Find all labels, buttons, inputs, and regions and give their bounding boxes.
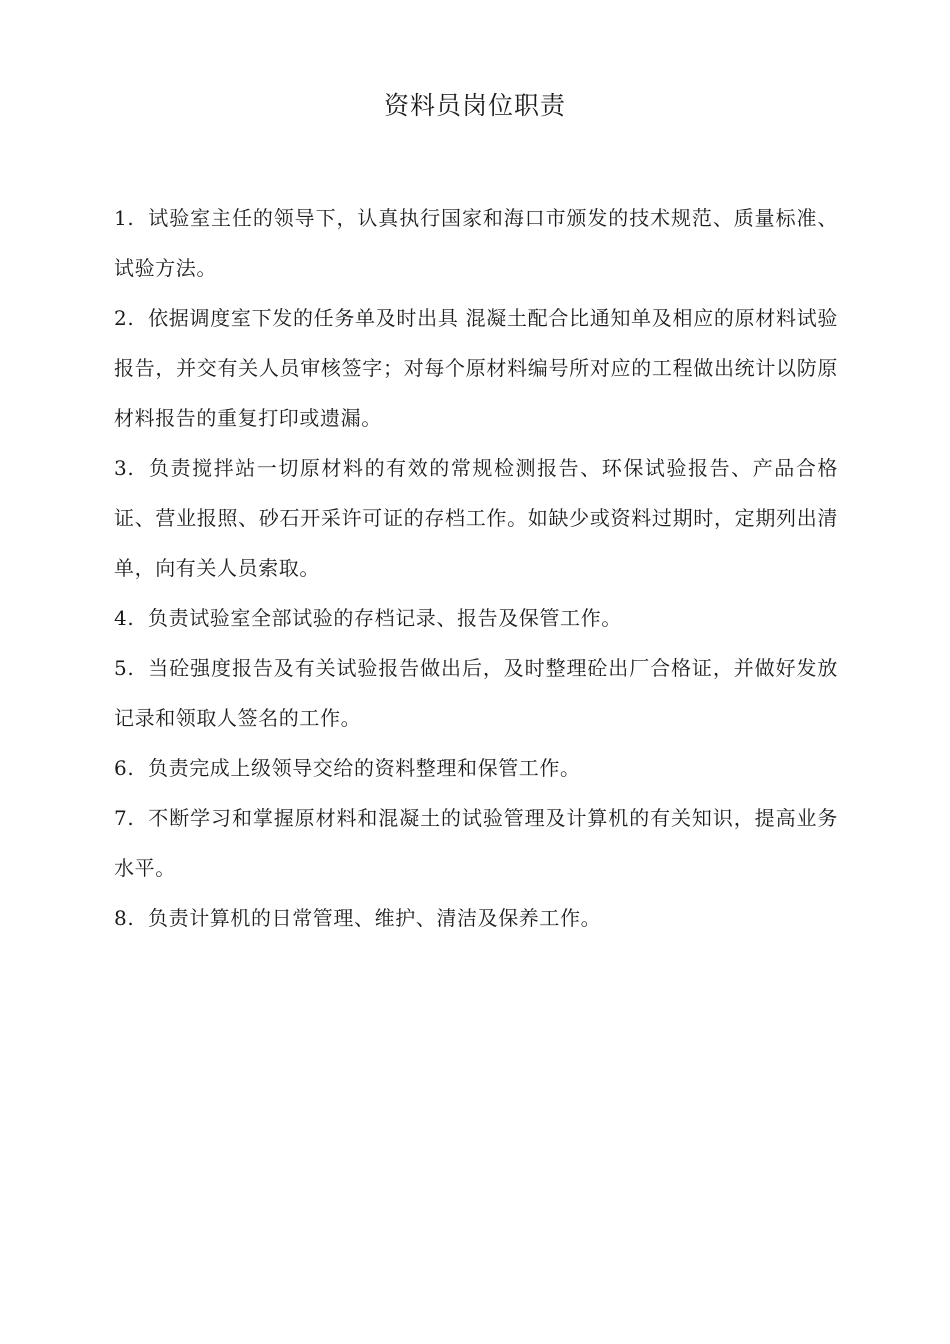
duty-number: 7. [114,806,135,830]
duty-item-6 [114,743,838,793]
duty-number: 2. [114,306,135,330]
duty-number: 5. [114,656,135,680]
duty-item-5 [114,643,838,743]
duty-text: 负责试验室全部试验的存档记录、报告及保管工作。 [148,606,622,630]
duty-number: 1. [114,206,135,230]
duty-item-3 [114,443,838,593]
duty-text: 负责完成上级领导交给的资料整理和保管工作。 [148,756,581,780]
duty-item-1 [114,193,838,293]
duty-list [114,193,838,943]
duty-text: 负责计算机的日常管理、维护、清洁及保养工作。 [148,906,602,930]
duty-text: 依据调度室下发的任务单及时出具 混凝土配合比通知单及相应的原材料试验报告，并交有关人员审核签字；对每个原材料编号所对应的工程做出统计以防原材料报告的重复打印或遗漏。 [114,306,838,430]
duty-number: 6. [114,756,135,780]
duty-item-8 [114,893,838,943]
duty-number: 3. [114,456,135,480]
duty-text: 试验室主任的领导下，认真执行国家和海口市颁发的技术规范、质量标准、试验方法。 [114,206,838,280]
duty-item-4 [114,593,838,643]
duty-text: 负责搅拌站一切原材料的有效的常规检测报告、环保试验报告、产品合格证、营业报照、砂石开采许可证的存档工作。如缺少或资料过期时，定期列出清单，向有关人员索取。 [114,456,838,580]
duty-item-2 [114,293,838,443]
duty-text: 当砼强度报告及有关试验报告做出后，及时整理砼出厂合格证，并做好发放记录和领取人签名的工作。 [114,656,838,730]
duty-text: 不断学习和掌握原材料和混凝土的试验管理及计算机的有关知识，提高业务水平。 [114,806,838,880]
duty-item-7 [114,793,838,893]
document-title: 资料员岗位职责 [383,91,566,120]
duty-number: 8. [114,906,135,930]
duty-number: 4. [114,606,135,630]
